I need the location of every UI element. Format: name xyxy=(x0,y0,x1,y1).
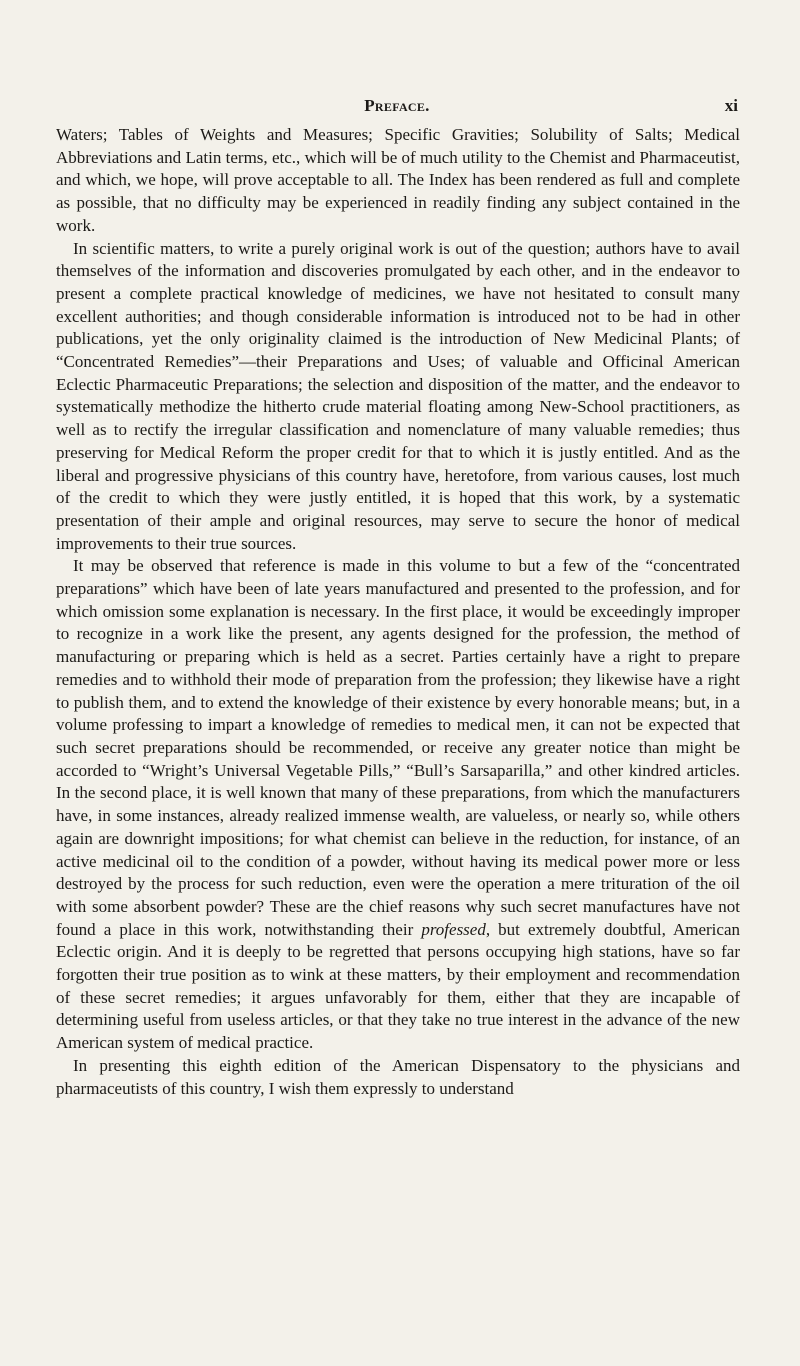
paragraph-eighth-edition: In presenting this eighth edition of the American Dispensatory to the physicians and pharmaceutists of this country, I wish them expressly to understand xyxy=(56,1055,740,1098)
paragraph-continuation: Waters; Tables of Weights and Measures; Specific Gravities; Solubility of Salts; Medical Abbreviations and Latin terms, etc., which will be of much utility to the Chemist and Pharmaceutist, and which, we hope, will prove acceptable to all. The Index has been rendered as full and complete as possible, that no difficulty may be experienced in readily finding any subject contained in the work. xyxy=(56,125,740,235)
paragraph-text-part-2: , but extremely doubtful, American Eclectic origin. And it is deeply to be regretted that persons occupying high stations, have so far forgotten their true position as to wink at these matters, by their employment and recommendation of these secret remedies; it argues unfavorably for them, either that they are incapable of determining useful from useless articles, or that they take no true interest in the advance of the new American system of medical practice. xyxy=(56,919,740,1053)
running-title: Preface. xyxy=(364,96,430,115)
paragraph-text-part-1: It may be observed that reference is made in this volume to but a few of the “concentrated preparations” which have been of late years manufactured and presented to the profession, and for which omission some explanation is necessary. In the first place, it would be exceedingly improper to recognize in a work like the present, any agents designed for the profession, the method of manufacturing or preparing which is held as a secret. Parties certainly have a right to prepare remedies and to withhold their mode of preparation from the profession; they likewise have a right to publish them, and to extend the knowledge of their existence by every honorable means; but, in a volume professing to impart a knowledge of remedies to medical men, it can not be expected that such secret preparations should be recommended, or receive any greater notice than might be accorded to “Wright’s Universal Vegetable Pills,” “Bull’s Sarsaparilla,” and other kindred articles. In the second place, it is well known that many of these preparations, from which the manufacturers have, in some instances, already realized immense wealth, are valueless, or nearly so, while others again are downright impositions; for what chemist can believe in the reduction, for instance, of an active medicinal oil to the condition of a powder, without having its medical power more or less destroyed by the process for such reduction, even were the operation a mere trituration of the oil with some absorbent powder? These are the chief reasons why such secret manufactures have not found a place in this work, notwithstanding their xyxy=(56,556,740,939)
paragraph-scientific-matters: In scientific matters, to write a purely original work is out of the question; authors have to avail themselves of the information and discoveries promulgated by each other, and in the endeavor to present a complete practical knowledge of medicines, we have not hesitated to consult many excellent authorities; and though considerable information is introduced not to be had in other publications, yet the only originality claimed is the introduction of New Medicinal Plants; of “Concentrated Remedies”—their Preparations and Uses; of valuable and Officinal American Eclectic Pharmaceutic Preparations; the selection and disposition of the matter, and the endeavor to systematically methodize the hitherto crude material floating among New-School practitioners, as well as to rectify the irregular classification and nomenclature of many valuable remedies; thus preserving for Medical Reform the proper credit for that to which it is justly entitled. And as the liberal and progressive physicians of this country have, heretofore, from various causes, lost much of the credit to which they were justly entitled, it is hoped that this work, by a systematic presentation of their ample and original resources, may serve to secure the honor of medical improvements to their true sources. xyxy=(56,238,740,553)
body-text xyxy=(56,124,740,1100)
paragraph-concentrated-preparations xyxy=(56,555,740,1054)
running-head xyxy=(56,96,738,120)
page-number: xi xyxy=(724,96,738,115)
emphasis-professed: professed xyxy=(421,919,486,939)
